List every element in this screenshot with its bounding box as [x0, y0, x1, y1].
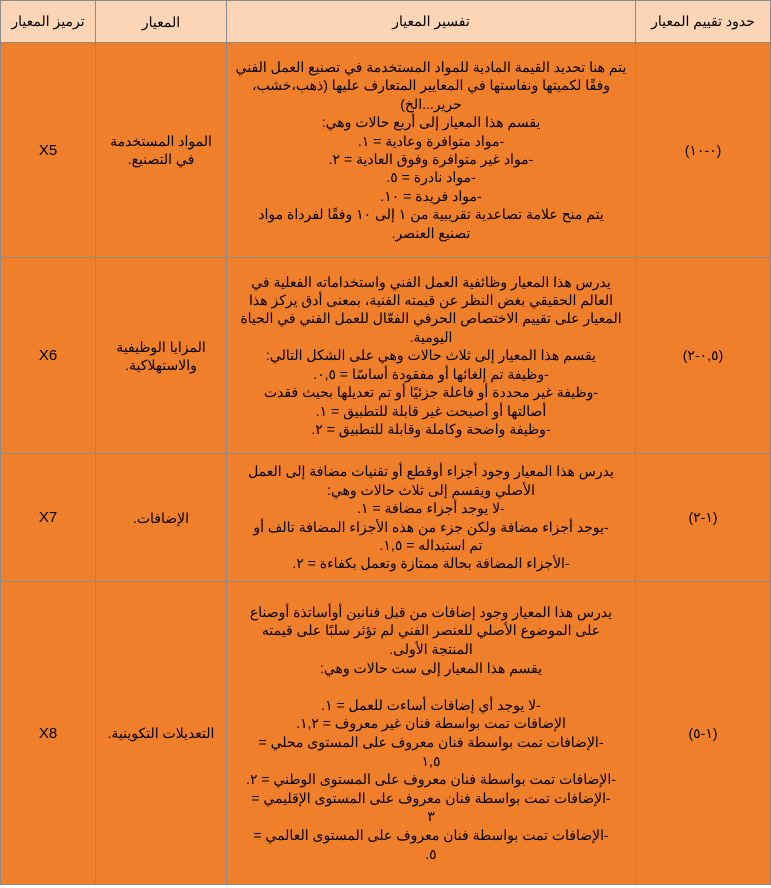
explanation-cell: [227, 582, 636, 885]
explanation-line: يدرس هذا المعيار وجود أجزاء أوقطع أو تقنيات مضافة إلى العمل: [248, 463, 614, 480]
explanation-line: يدرس هذا المعيار وجود إضافات من قبل فنانين أوأساتذة أوصناع: [249, 603, 613, 620]
explanation-line: اليومية.: [409, 328, 453, 345]
explanation-line: -وظيفة واضحة وكاملة وقابلة للتطبيق = ٢.: [311, 420, 551, 437]
explanation-line: أصالتها أو أصبحت غير قابلة للتطبيق = ١.: [315, 402, 547, 419]
explanation-line: على الموضوع الأصلي للعنصر الفني لم تؤثر سلبًا على قيمته: [261, 622, 601, 639]
header-row: [1, 1, 771, 43]
criterion-cell: المزايا الوظيفية والاستهلاكية.: [96, 258, 227, 454]
explanation-line: -وظيفة غير محددة أو فاعلة جزئيًا أو تم تعديلها بحيث فقدت: [263, 384, 599, 401]
explanation-cell: [227, 43, 636, 258]
header-limits: حدود تقييم المعيار: [636, 1, 771, 43]
explanation-line: [231, 677, 631, 696]
explanation-line: المنتجة الأولى.: [389, 641, 473, 658]
explanation-line: -الإضافات تمت بواسطة فنان معروف على المستوى العالمي =: [253, 826, 609, 843]
code-cell: X8: [1, 582, 96, 885]
explanation-line: يقسم هذا المعيار إلى أربع حالات وهي:: [321, 114, 541, 131]
explanation-cell: [227, 454, 636, 582]
explanation-line: العالم الحقيقي بغض النظر عن قيمته الفنية، بمعنى أدق يركز هذا: [248, 292, 613, 309]
explanation-line: -مواد غير متوافرة وفوق العادية = ٢.: [328, 151, 534, 167]
table-row: [1, 43, 771, 258]
explanation-line: تم استبداله = ١,٥.: [379, 536, 483, 553]
limits-cell: (٠,٥-٢): [636, 258, 771, 454]
criterion-cell: الإضافات.: [96, 454, 227, 582]
table-row: [1, 454, 771, 582]
header-code: ترميز المعيار: [1, 1, 96, 43]
criterion-cell: التعديلات التكوينية.: [96, 582, 227, 885]
code-cell: X6: [1, 258, 96, 454]
explanation-line: -مواد متوافرة وعادية = ١.: [357, 132, 505, 149]
limits-cell: (١-٥): [636, 582, 771, 885]
code-cell: X5: [1, 43, 96, 258]
explanation-line: -الإضافات تمت بواسطة فنان معروف على المستوى الإقليمي =: [251, 789, 611, 806]
explanation-line: حرير...الخ): [400, 95, 462, 112]
explanation-line: يدرس هذا المعيار وظائفية العمل الفني واستخداماته الفعلية في: [251, 273, 611, 290]
explanation-line: يتم هنا تحديد القيمة المادية للمواد المستخدمة في تصنيع العمل الفني: [235, 58, 627, 75]
explanation-line: ١,٥: [421, 752, 441, 769]
explanation-line: يقسم هذا المعيار إلى ست حالات وهي:: [319, 659, 543, 676]
limits-cell: (٠-١٠): [636, 43, 771, 258]
table-row: [1, 258, 771, 454]
explanation-line: الأصلي ويقسم إلى ثلاث حالات وهي:: [326, 481, 536, 498]
code-cell: X7: [1, 454, 96, 582]
explanation-line: المعيار على تقييم الاختصاص الحرفي الفعّال للعمل الفني في الحياة: [240, 310, 622, 327]
explanation-line: وفقًا لكميتها ونفاستها في المعايير المتعارف عليها (ذهب،خشب،: [251, 77, 611, 94]
explanation-line: يقسم هذا المعيار إلى ثلاث حالات وهي على الشكل التالي:: [266, 347, 596, 364]
criterion-cell: المواد المستخدمة في التصنيع.: [96, 43, 227, 258]
explanation-line: -لا يوجد أي إضافات أساءت للعمل = ١.: [321, 696, 541, 713]
explanation-line: -الإضافات تمت بواسطة فنان معروف على المستوى الوطني = ٢.: [246, 771, 616, 788]
explanation-line: تصنيع العنصر.: [391, 224, 471, 241]
explanation-line: -وظيفة تم إلغائها أو مفقودة أساسًا = ٠,٥.: [313, 365, 549, 382]
explanation-line: يتم منح علامة تصاعدية تقريبية من ١ إلى ١٠ وفقًا لفرداة مواد: [258, 206, 604, 223]
explanation-line: -يوجد أجزاء مضافة ولكن جزء من هذه الأجزاء المضافة تالف أو: [253, 518, 609, 535]
header-explanation: تفسير المعيار: [227, 1, 636, 43]
explanation-cell: [227, 258, 636, 454]
explanation-line: -الأجزاء المضافة بحالة ممتازة وتعمل بكفاءة = ٢.: [292, 555, 570, 572]
explanation-line: -مواد نادرة = ٥.: [386, 169, 476, 186]
explanation-line: -لا يوجد أجزاء مضافة = ١.: [357, 500, 505, 517]
limits-cell: (١-٢): [636, 454, 771, 582]
header-criterion: المعيار: [96, 1, 227, 43]
table-row: [1, 582, 771, 885]
explanation-line: ٣: [427, 808, 435, 825]
explanation-line: ٥.: [425, 845, 437, 862]
explanation-line: -مواد فريدة = ١٠.: [380, 187, 482, 204]
explanation-line: الإضافات تمت بواسطة فنان غير معروف = ١,٢.: [296, 715, 566, 732]
explanation-line: -الإضافات تمت بواسطة فنان معروف على المستوى محلي =: [258, 734, 604, 750]
